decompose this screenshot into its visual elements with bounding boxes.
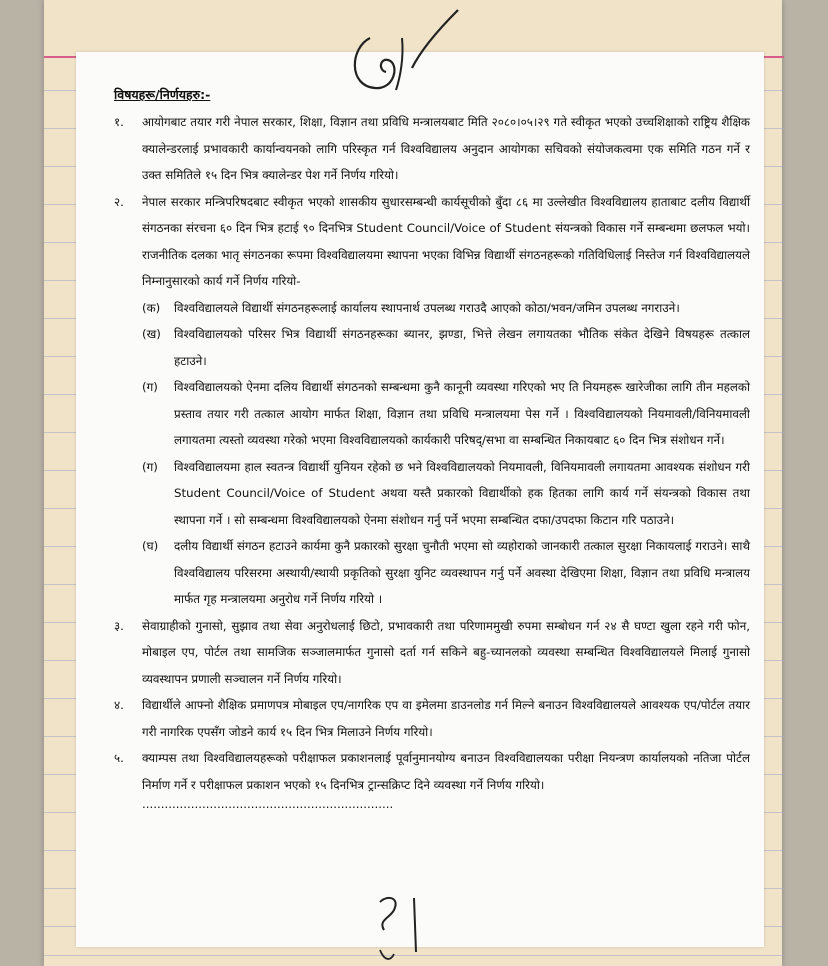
handwritten-page-mark — [340, 8, 470, 104]
decision-item-4 — [114, 692, 750, 745]
handwritten-bottom-mark — [370, 890, 450, 966]
decision-item-2 — [114, 189, 750, 295]
sub-item-text: विश्वविद्यालयले विद्यार्थी संगठनहरूलाई कार्यालय स्थापनार्थ उपलब्ध गराउदै आएको कोठा/भवन/जमिन उपलब्ध नगराउने। — [174, 300, 680, 315]
document-body — [114, 86, 750, 810]
sub-item-text: विश्वविद्यालयको ऐनमा दलिय विद्यार्थी संगठनको सम्बन्धमा कुनै कानूनी व्यवस्था गरिएको भए ति नियमहरू खारेजीका लागि तीन महलको प्रस्ताव तयार गरी तत्काल आयोग मार्फत शिक्षा, विज्ञान तथा प्रविधि मन्त्रालयमा पेस गर्ने । विश्वविद्यालयको नियमावली/विनियमावली लगायतमा त्यस्तो व्यवस्था गरेको भएमा विश्वविद्यालयको कार्यकारी परिषद्/सभा वा सम्बन्धित निकायबाट ६० दिन भित्र संशोधन गर्ने। — [174, 380, 750, 447]
sub-item-kha — [142, 321, 750, 374]
item-number: ५. — [114, 751, 124, 765]
item-text: विद्यार्थीले आफ्नो शैक्षिक प्रमाणपत्र मोबाइल एप/नागरिक एप वा इमेलमा डाउनलोड गर्न मिल्ने बनाउन विश्वविद्यालयले आवश्यक एप/पोर्टल तयार गरी नागरिक एपसँग जोडने कार्य १५ दिन भित्र मिलाउने निर्णय गरियो। — [142, 698, 750, 739]
item-text: आयोगबाट तयार गरी नेपाल सरकार, शिक्षा, विज्ञान तथा प्रविधि मन्त्रालयबाट मिति २०८०।०५।२९ गते स्वीकृत भएको उच्चशिक्षाको राष्ट्रिय शैक्षिक क्यालेन्डरलाई प्रभावकारी कार्यान्वयनको लागि परिस्कृत गर्न विश्वविद्यालय अनुदान आयोगका सचिवको संयोजकत्वमा एक समिति गठन गर्ने र उक्त समितिले १५ दिन भित्र क्यालेन्डर पेश गर्ने निर्णय गरियो। — [142, 115, 750, 182]
sub-item-ga — [142, 374, 750, 454]
item-text: सेवाग्राहीको गुनासो, सुझाव तथा सेवा अनुरोधलाई छिटो, प्रभावकारी तथा परिणाममुखी रुपमा सम्बोधन गर्न २४ सै घण्टा खुला रहने गरी फोन, मोबाइल एप, पोर्टल तथा सामजिक सञ्जालमार्फत गुनासो दर्ता गर्न सकिने बहु-च्यानलको व्यवस्था सम्बन्धित विश्वविद्यालयले मिलाई गुनासो व्यवस्थापन प्रणाली सञ्चालन गर्ने निर्णय गरियो। — [142, 618, 750, 686]
item-text: नेपाल सरकार मन्त्रिपरिषदबाट स्वीकृत भएको शासकीय सुधारसम्बन्धी कार्यसूचीको बुँदा ८६ मा उल्लेखीत विश्वविद्यालय हाताबाट दलीय विद्यार्थी संगठनका संरचना ६० दिन भित्र हटाई ९० दिनभित्र Student Council/Voice of Student संयन्त्रको विकास गर्ने सम्बन्धमा छलफल भयो। राजनीतिक दलका भातृ संगठनका रूपमा विश्वविद्यालयमा स्थापना भएका विभिन्न विद्यार्थी संगठनहरूको गतिविधिलाई निस्तेज गर्न विश्वविद्यालयले निम्नानुसारको कार्य गर्ने निर्णय गरियो- — [142, 194, 750, 288]
sub-item-label: (क) — [142, 300, 161, 315]
item-number: २. — [114, 194, 124, 209]
item-number: ३. — [114, 618, 124, 633]
sub-item-text: विश्वविद्यालयमा हाल स्वतन्त्र विद्यार्थी युनियन रहेको छ भने विश्वविद्यालयको नियमावली, विनियमावली लगायतमा आवश्यक संशोधन गरी Student Council/Voice of Student अथवा यस्तै प्रकारको विद्यार्थीको हक हितका लागि कार्य गर्ने संयन्त्रको विकास तथा स्थापना गर्ने । सो सम्बन्धमा विश्वविद्यालयको ऐनमा संशोधन गर्नु पर्ने भएमा सम्बन्धित दफा/उपदफा किटान गरि पठाउने। — [174, 459, 750, 527]
sub-item-ka — [142, 295, 750, 322]
decision-item-3 — [114, 613, 750, 693]
sub-item-text: विश्वविद्यालयको परिसर भित्र विद्यार्थी संगठनहरूका ब्यानर, झण्डा, भित्ते लेखन लगायतका भौतिक संकेत देखिने विषयहरू तत्काल हटाउने। — [174, 327, 750, 368]
decision-item-1 — [114, 109, 750, 189]
trailing-dots — [142, 798, 750, 810]
sub-item-ga-2 — [142, 454, 750, 534]
decision-item-5 — [114, 745, 750, 798]
sub-item-gha — [142, 533, 750, 613]
item-text: क्याम्पस तथा विश्वविद्यालयहरूको परीक्षाफल प्रकाशनलाई पूर्वानुमानयोग्य बनाउन विश्वविद्यालयका परीक्षा नियन्त्रण कार्यालयको नतिजा पोर्टल निर्माण गर्ने र परीक्षाफल प्रकाशन भएको १५ दिनभित्र ट्रान्सक्रिप्ट दिने व्यवस्था गर्ने निर्णय गरियो। — [142, 751, 750, 792]
sub-item-label: (ग) — [142, 459, 158, 474]
section-heading: विषयहरू/निर्णयहरु:- — [114, 87, 211, 102]
document-sheet — [76, 52, 764, 947]
sub-item-text: दलीय विद्यार्थी संगठन हटाउने कार्यमा कुनै प्रकारको सुरक्षा चुनौती भएमा सो व्यहोराको जानकारी तत्काल सुरक्षा निकायलाई गराउने। साथै विश्वविद्यालय परिसरमा अस्थायी/स्थायी प्रकृतिको सुरक्षा युनिट व्यवस्थापन गर्नु पर्ने अवस्था देखिएमा शिक्षा, विज्ञान तथा प्रविधि मन्त्रालय मार्फत गृह मन्त्रालयमा अनुरोध गर्ने निर्णय गरियो । — [174, 539, 750, 606]
sub-item-label: (घ) — [142, 539, 159, 553]
sub-item-label: (ग) — [142, 380, 158, 394]
sub-item-label: (ख) — [142, 327, 161, 341]
item-number: १. — [114, 115, 124, 129]
item-number: ४. — [114, 698, 124, 712]
dots-text: ................................................................... — [142, 797, 394, 811]
